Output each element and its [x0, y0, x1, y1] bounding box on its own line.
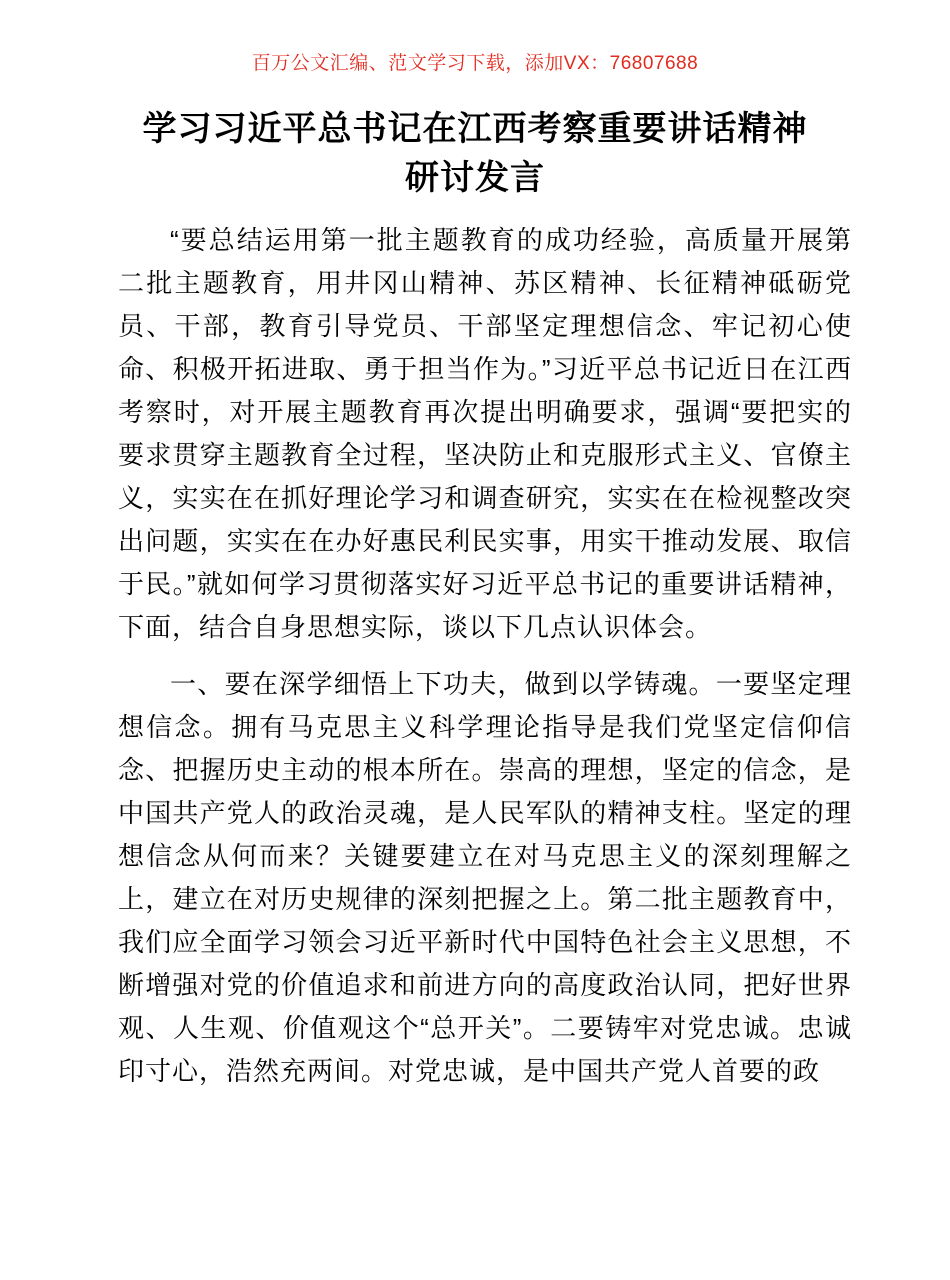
paragraph-point-one: 一、要在深学细悟上下功夫，做到以学铸魂。一要坚定理想信念。拥有马克思主义科学理论指导是我们党坚定信仰信念、把握历史主动的根本所在。崇高的理想，坚定的信念，是中国共产党人的政治灵魂，是人民军队的精神支柱。坚定的理想信念从何而来？关键要建立在对马克思主义的深刻理解之上，建立在对历史规律的深刻把握之上。第二批主题教育中，我们应全面学习领会习近平新时代中国特色社会主义思想，不断增强对党的价值追求和前进方向的高度政治认同，把好世界观、人生观、价值观这个“总开关”。二要铸牢对党忠诚。忠诚印寸心，浩然充两间。对党忠诚，是中国共产党人首要的政	[118, 669, 852, 1086]
watermark-text: 百万公文汇编、范文学习下载，添加VX：76807688	[251, 53, 699, 74]
document-page	[0, 50, 950, 1280]
document-body	[118, 219, 852, 1093]
document-title: 学习习近平总书记在江西考察重要讲话精神研讨发言	[142, 110, 808, 197]
paragraph-intro: “要总结运用第一批主题教育的成功经验，高质量开展第二批主题教育，用井冈山精神、苏区精神、长征精神砥砺党员、干部，教育引导党员、干部坚定理想信念、牢记初心使命、积极开拓进取、勇于担当作为。”习近平总书记近日在江西考察时，对开展主题教育再次提出明确要求，强调“要把实的要求贯穿主题教育全过程，坚决防止和克服形式主义、官僚主义，实实在在抓好理论学习和调查研究，实实在在检视整改突出问题，实实在在办好惠民利民实事，用实干推动发展、取信于民。”就如何学习贯彻落实好习近平总书记的重要讲话精神，下面，结合自身思想实际，谈以下几点认识体会。	[118, 225, 852, 642]
